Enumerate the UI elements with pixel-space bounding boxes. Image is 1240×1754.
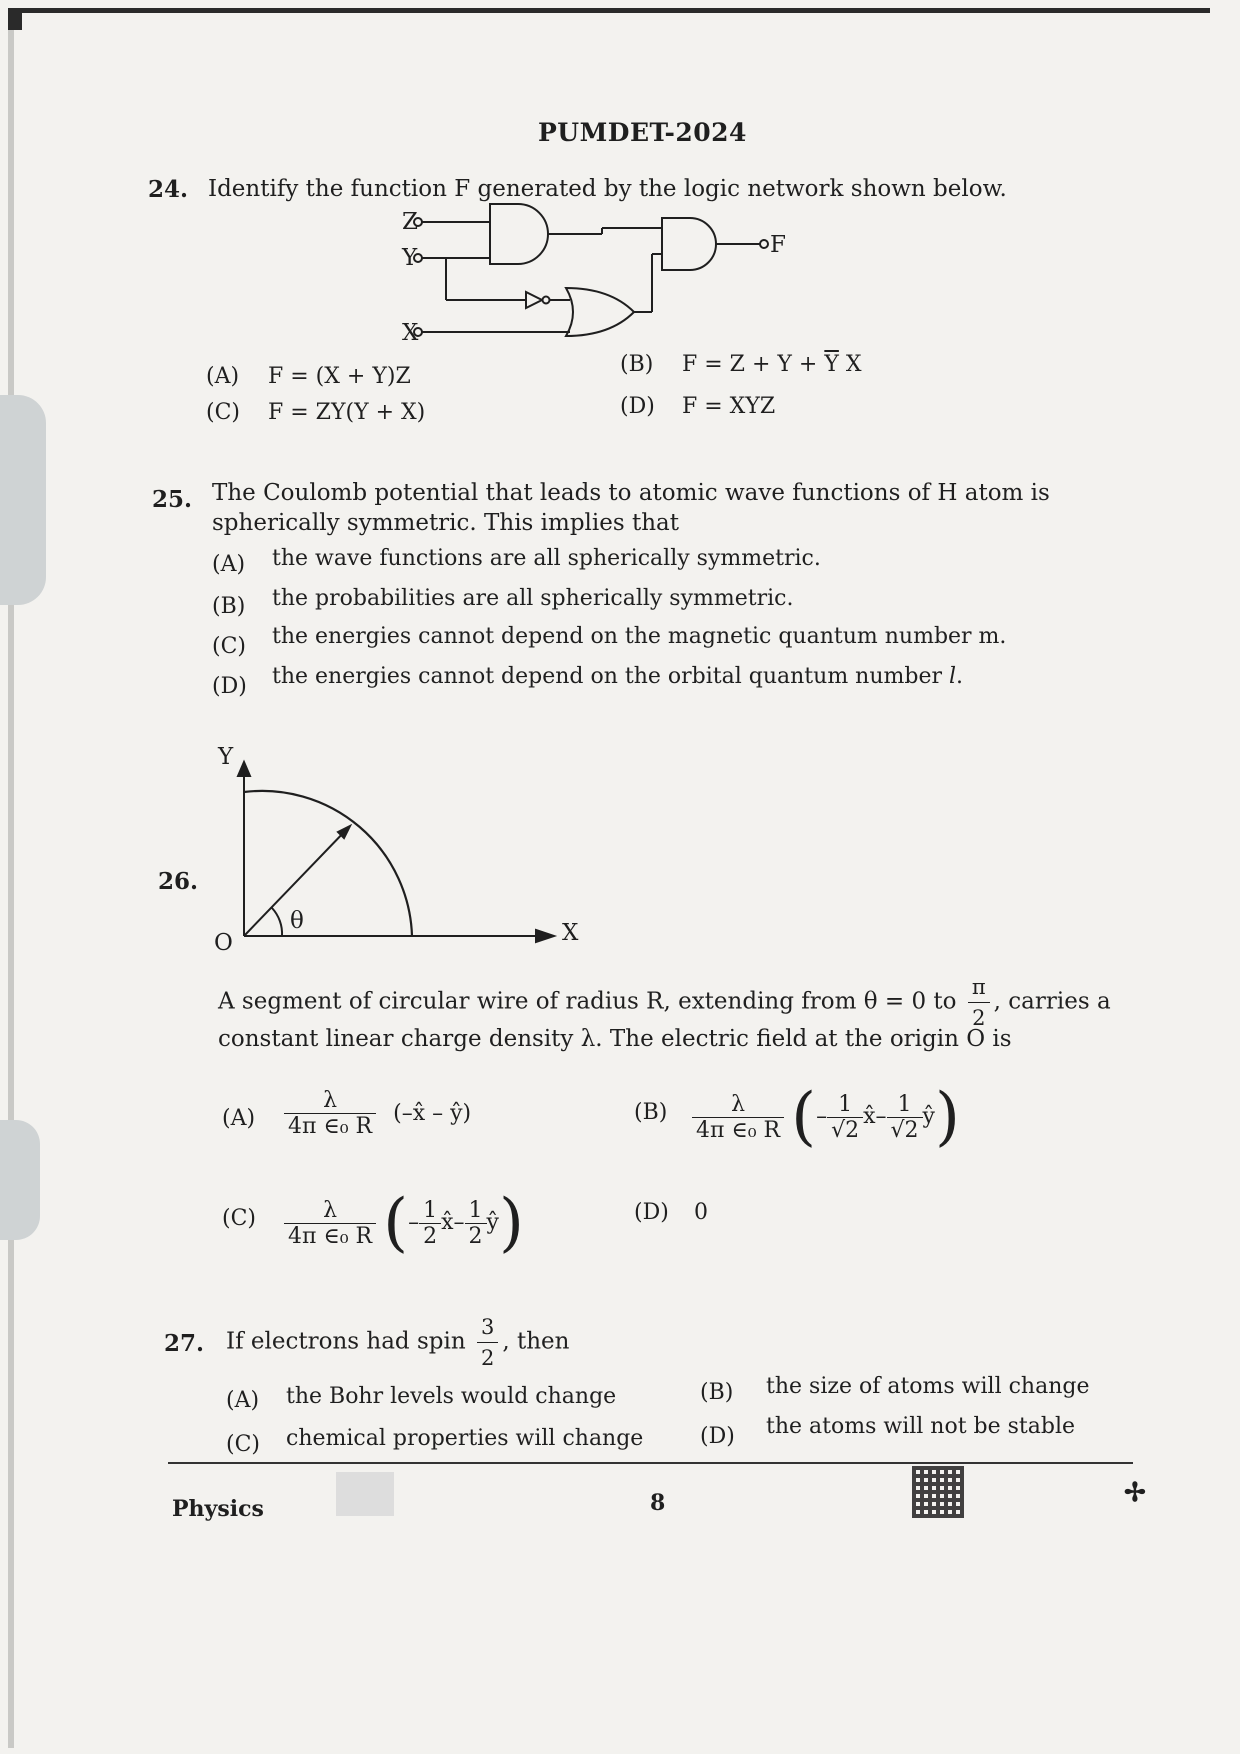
coef-num: λ — [284, 1198, 376, 1224]
page-number: 8 — [650, 1490, 666, 1516]
option-a-text: F = (X + Y)Z — [268, 364, 411, 389]
option-d-label: (D) — [212, 674, 247, 699]
right-paren: ) — [498, 1186, 524, 1260]
registration-plus-icon: ✢ — [1124, 1478, 1146, 1508]
option-a-text: the wave functions are all spherically symmetric. — [272, 546, 821, 571]
option-c-label: (C) — [206, 400, 240, 425]
one-over-root2 — [887, 1092, 923, 1143]
option-a-formula — [284, 1088, 471, 1139]
question-number-27: 27. — [164, 1330, 205, 1357]
y-hat: ŷ — [486, 1210, 499, 1235]
option-c-text: the energies cannot depend on the magnetic quantum number m. — [272, 624, 1007, 649]
option-a-label: (A) — [212, 552, 246, 577]
num: 1 — [465, 1198, 487, 1224]
option-b-label: (B) — [620, 352, 654, 377]
coef-den: 4π ∈₀ R — [696, 1117, 781, 1143]
arc-diagram — [220, 748, 580, 948]
left-paren: ( — [383, 1186, 409, 1260]
option-b-label: (B) — [212, 594, 246, 619]
question-number-24: 24. — [148, 176, 189, 203]
one-over-root2 — [827, 1092, 863, 1143]
option-c-label: (C) — [212, 634, 246, 659]
minus-sign: – — [816, 1104, 828, 1129]
frac-numerator: π — [968, 972, 990, 1003]
question-27-text — [226, 1312, 569, 1373]
vector-a: (–x̂ – ŷ) — [393, 1100, 472, 1126]
minus-sign: – — [453, 1210, 465, 1235]
option-b-text-post: X — [838, 352, 862, 377]
x-axis-label: X — [562, 920, 579, 946]
page-title: PUMDET-2024 — [538, 118, 747, 147]
option-d-text — [272, 664, 963, 689]
option-b-label: (B) — [700, 1380, 734, 1405]
option-a-label: (A) — [222, 1106, 256, 1131]
option-d-text: the atoms will not be stable — [766, 1414, 1076, 1439]
one-half — [419, 1198, 441, 1249]
x-hat: x̂ — [863, 1104, 876, 1129]
option-b-label: (B) — [634, 1100, 668, 1125]
one-half — [465, 1198, 487, 1249]
question-26-line2: constant linear charge density λ. The electric field at the origin O is — [218, 1026, 1012, 1052]
option-d-label: (D) — [634, 1200, 669, 1225]
frac-denominator: 2 — [480, 1346, 495, 1370]
question-number-26: 26. — [158, 868, 199, 895]
right-paren: ) — [934, 1080, 960, 1154]
theta-label: θ — [290, 908, 304, 934]
footer-subject: Physics — [172, 1496, 264, 1522]
y-axis-label: Y — [218, 744, 234, 770]
option-c-formula — [284, 1186, 524, 1260]
qr-code-icon — [912, 1466, 964, 1518]
side-seal-lower — [0, 1120, 40, 1240]
option-c-text: F = ZY(Y + X) — [268, 400, 426, 425]
option-d-text-post: . — [956, 664, 964, 689]
page-corner — [8, 8, 22, 30]
input-z-label: Z — [402, 209, 418, 235]
origin-label: O — [214, 930, 233, 956]
question-26-line1-pre: A segment of circular wire of radius R, extending from θ = 0 to — [218, 988, 957, 1015]
coef-num: λ — [692, 1092, 784, 1118]
coefficient — [284, 1198, 376, 1249]
faint-qr-code-icon — [336, 1472, 394, 1516]
input-y-label: Y — [402, 245, 418, 271]
output-f-label: F — [770, 232, 786, 258]
coefficient — [284, 1088, 376, 1139]
num: 1 — [887, 1092, 923, 1118]
question-26-line1-post: , carries a — [993, 988, 1111, 1015]
minus-sign: – — [408, 1210, 420, 1235]
question-25-line1: The Coulomb potential that leads to atomic wave functions of H atom is — [212, 480, 1050, 506]
den: √2 — [890, 1117, 919, 1143]
question-24-text: Identify the function F generated by the logic network shown below. — [208, 176, 1007, 202]
option-b-text: the probabilities are all spherically symmetric. — [272, 586, 794, 611]
y-bar: $\overline{Y}$ — [824, 352, 839, 377]
coef-den: 4π ∈₀ R — [288, 1114, 373, 1139]
coef-den: 4π ∈₀ R — [288, 1223, 373, 1249]
option-c-label: (C) — [226, 1432, 260, 1457]
y-hat: ŷ — [922, 1104, 935, 1129]
option-d-text: 0 — [694, 1200, 708, 1225]
question-27-text-post: , then — [502, 1328, 570, 1355]
option-d-text: F = XYZ — [682, 394, 776, 419]
question-27-text-pre: If electrons had spin — [226, 1328, 466, 1355]
x-hat: x̂ — [441, 1210, 454, 1235]
option-b-text-pre: F = Z + Y + — [682, 352, 825, 377]
option-a-label: (A) — [206, 364, 240, 389]
coefficient — [692, 1092, 784, 1143]
minus-sign: – — [875, 1104, 887, 1129]
frac-denominator: 2 — [972, 1006, 986, 1030]
option-d-label: (D) — [700, 1424, 735, 1449]
num: 1 — [419, 1198, 441, 1224]
option-c-label: (C) — [222, 1206, 256, 1231]
orbital-symbol: l — [948, 664, 957, 689]
question-25-line2: spherically symmetric. This implies that — [212, 510, 679, 536]
option-b-text — [682, 352, 862, 377]
num: 1 — [827, 1092, 863, 1118]
option-b-formula — [692, 1080, 960, 1154]
option-a-label: (A) — [226, 1388, 260, 1413]
den: 2 — [423, 1223, 438, 1249]
frac-numerator: 3 — [477, 1312, 498, 1343]
three-halves — [477, 1312, 498, 1373]
logic-network-diagram — [390, 196, 890, 346]
den: 2 — [468, 1223, 483, 1249]
page-top-edge — [10, 8, 1210, 13]
option-a-text: the Bohr levels would change — [286, 1384, 617, 1409]
option-d-label: (D) — [620, 394, 655, 419]
confidential-side-seal — [0, 395, 46, 605]
option-d-text-pre: the energies cannot depend on the orbital quantum number — [272, 664, 949, 689]
option-b-text: the size of atoms will change — [766, 1374, 1090, 1399]
den: √2 — [831, 1117, 860, 1143]
input-x-label: X — [402, 320, 419, 346]
left-paren: ( — [791, 1080, 817, 1154]
option-c-text: chemical properties will change — [286, 1426, 644, 1451]
question-number-25: 25. — [152, 486, 193, 513]
footer-divider — [168, 1462, 1133, 1464]
coef-num: λ — [284, 1088, 376, 1114]
page-left-edge — [8, 8, 14, 1748]
